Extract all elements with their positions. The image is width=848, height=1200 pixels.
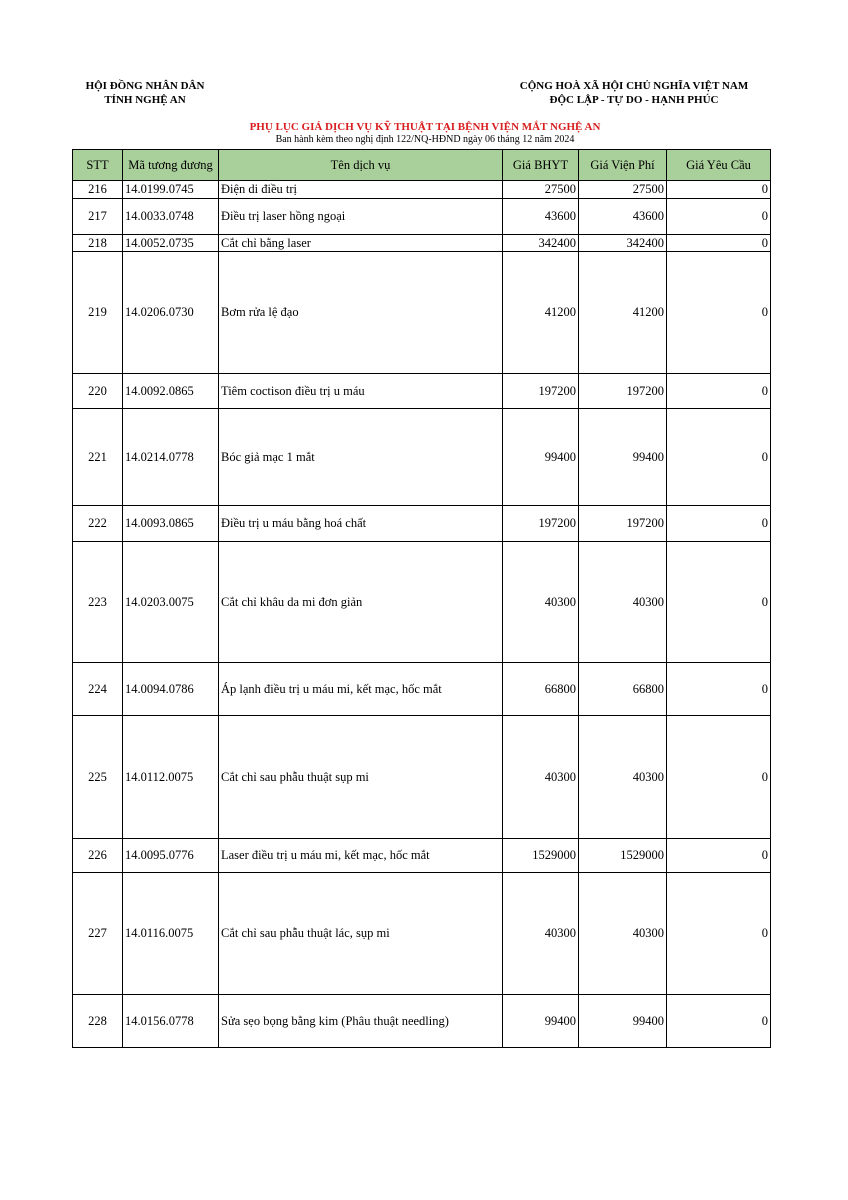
cell-bhyt-price: 41200 xyxy=(503,252,579,374)
table-row xyxy=(73,995,771,1048)
table-row xyxy=(73,235,771,252)
cell-stt: 218 xyxy=(73,235,123,252)
cell-code: 14.0199.0745 xyxy=(123,181,219,199)
cell-bhyt-price: 1529000 xyxy=(503,839,579,873)
table-row xyxy=(73,716,771,839)
cell-request-price: 0 xyxy=(667,995,771,1048)
cell-service-name: Tiêm coctison điều trị u máu xyxy=(219,374,503,409)
cell-request-price: 0 xyxy=(667,199,771,235)
table-row xyxy=(73,409,771,506)
national-motto-header xyxy=(500,79,768,107)
cell-hospital-price: 43600 xyxy=(579,199,667,235)
cell-stt: 225 xyxy=(73,716,123,839)
cell-stt: 217 xyxy=(73,199,123,235)
cell-stt: 220 xyxy=(73,374,123,409)
cell-service-name: Cắt chỉ khâu da mi đơn giản xyxy=(219,542,503,663)
table-row xyxy=(73,839,771,873)
cell-code: 14.0092.0865 xyxy=(123,374,219,409)
document-title: PHỤ LỤC GIÁ DỊCH VỤ KỸ THUẬT TẠI BỆNH VIỆN MẮT NGHỆ AN xyxy=(249,121,601,133)
cell-service-name: Cắt chỉ sau phẫu thuật sụp mi xyxy=(219,716,503,839)
cell-hospital-price: 197200 xyxy=(579,506,667,542)
table-row xyxy=(73,663,771,716)
table-body xyxy=(73,181,771,1048)
cell-service-name: Điện di điều trị xyxy=(219,181,503,199)
cell-code: 14.0116.0075 xyxy=(123,873,219,995)
cell-service-name: Bóc giả mạc 1 mắt xyxy=(219,409,503,506)
table-row xyxy=(73,252,771,374)
cell-bhyt-price: 43600 xyxy=(503,199,579,235)
cell-service-name: Cắt chỉ bằng laser xyxy=(219,235,503,252)
cell-bhyt-price: 40300 xyxy=(503,716,579,839)
issuer-line-2: TỈNH NGHỆ AN xyxy=(104,94,186,106)
column-header-code: Mã tương đương xyxy=(123,150,219,181)
cell-stt: 219 xyxy=(73,252,123,374)
cell-code: 14.0033.0748 xyxy=(123,199,219,235)
cell-code: 14.0156.0778 xyxy=(123,995,219,1048)
cell-request-price: 0 xyxy=(667,716,771,839)
cell-bhyt-price: 40300 xyxy=(503,873,579,995)
cell-stt: 228 xyxy=(73,995,123,1048)
cell-request-price: 0 xyxy=(667,181,771,199)
cell-hospital-price: 99400 xyxy=(579,409,667,506)
cell-code: 14.0052.0735 xyxy=(123,235,219,252)
cell-request-price: 0 xyxy=(667,873,771,995)
cell-stt: 221 xyxy=(73,409,123,506)
cell-hospital-price: 197200 xyxy=(579,374,667,409)
cell-bhyt-price: 197200 xyxy=(503,374,579,409)
cell-code: 14.0095.0776 xyxy=(123,839,219,873)
cell-request-price: 0 xyxy=(667,663,771,716)
cell-service-name: Laser điều trị u máu mi, kết mạc, hốc mắt xyxy=(219,839,503,873)
cell-service-name: Bơm rửa lệ đạo xyxy=(219,252,503,374)
cell-code: 14.0203.0075 xyxy=(123,542,219,663)
document-subtitle: Ban hành kèm theo nghị định 122/NQ-HĐND ngày 06 tháng 12 năm 2024 xyxy=(275,134,575,145)
column-header-bhyt-price: Giá BHYT xyxy=(503,150,579,181)
cell-request-price: 0 xyxy=(667,839,771,873)
cell-hospital-price: 27500 xyxy=(579,181,667,199)
price-table xyxy=(72,149,771,1048)
cell-stt: 223 xyxy=(73,542,123,663)
cell-hospital-price: 40300 xyxy=(579,542,667,663)
column-header-request-price: Giá Yêu Cầu xyxy=(667,150,771,181)
cell-stt: 226 xyxy=(73,839,123,873)
cell-hospital-price: 40300 xyxy=(579,873,667,995)
cell-hospital-price: 1529000 xyxy=(579,839,667,873)
cell-bhyt-price: 342400 xyxy=(503,235,579,252)
cell-service-name: Điều trị laser hồng ngoại xyxy=(219,199,503,235)
cell-hospital-price: 41200 xyxy=(579,252,667,374)
table-row xyxy=(73,506,771,542)
cell-request-price: 0 xyxy=(667,506,771,542)
cell-bhyt-price: 66800 xyxy=(503,663,579,716)
cell-request-price: 0 xyxy=(667,542,771,663)
cell-bhyt-price: 99400 xyxy=(503,409,579,506)
country-name: CỘNG HOÀ XÃ HỘI CHỦ NGHĨA VIỆT NAM xyxy=(519,80,749,92)
column-header-hospital-price: Giá Viện Phí xyxy=(579,150,667,181)
cell-code: 14.0214.0778 xyxy=(123,409,219,506)
cell-bhyt-price: 197200 xyxy=(503,506,579,542)
cell-stt: 227 xyxy=(73,873,123,995)
table-row xyxy=(73,873,771,995)
cell-bhyt-price: 99400 xyxy=(503,995,579,1048)
cell-service-name: Sửa sẹo bọng bằng kim (Phâu thuật needling) xyxy=(219,995,503,1048)
cell-hospital-price: 342400 xyxy=(579,235,667,252)
table-row xyxy=(73,199,771,235)
national-motto: ĐỘC LẬP - TỰ DO - HẠNH PHÚC xyxy=(549,94,719,106)
cell-stt: 222 xyxy=(73,506,123,542)
table-row xyxy=(73,542,771,663)
cell-service-name: Điều trị u máu bằng hoá chất xyxy=(219,506,503,542)
cell-service-name: Áp lạnh điều trị u máu mi, kết mạc, hốc mắt xyxy=(219,663,503,716)
cell-bhyt-price: 27500 xyxy=(503,181,579,199)
cell-code: 14.0094.0786 xyxy=(123,663,219,716)
cell-code: 14.0093.0865 xyxy=(123,506,219,542)
issuer-header xyxy=(72,79,218,107)
column-header-stt: STT xyxy=(73,150,123,181)
cell-hospital-price: 99400 xyxy=(579,995,667,1048)
cell-bhyt-price: 40300 xyxy=(503,542,579,663)
table-row xyxy=(73,181,771,199)
table-row xyxy=(73,374,771,409)
issuer-line-1: HỘI ĐỒNG NHÂN DÂN xyxy=(85,80,205,92)
cell-hospital-price: 66800 xyxy=(579,663,667,716)
cell-stt: 224 xyxy=(73,663,123,716)
cell-stt: 216 xyxy=(73,181,123,199)
cell-hospital-price: 40300 xyxy=(579,716,667,839)
cell-service-name: Cắt chỉ sau phẫu thuật lác, sụp mi xyxy=(219,873,503,995)
table-header-row xyxy=(73,150,771,181)
cell-code: 14.0206.0730 xyxy=(123,252,219,374)
cell-code: 14.0112.0075 xyxy=(123,716,219,839)
cell-request-price: 0 xyxy=(667,252,771,374)
cell-request-price: 0 xyxy=(667,374,771,409)
cell-request-price: 0 xyxy=(667,409,771,506)
column-header-service-name: Tên dịch vụ xyxy=(219,150,503,181)
cell-request-price: 0 xyxy=(667,235,771,252)
